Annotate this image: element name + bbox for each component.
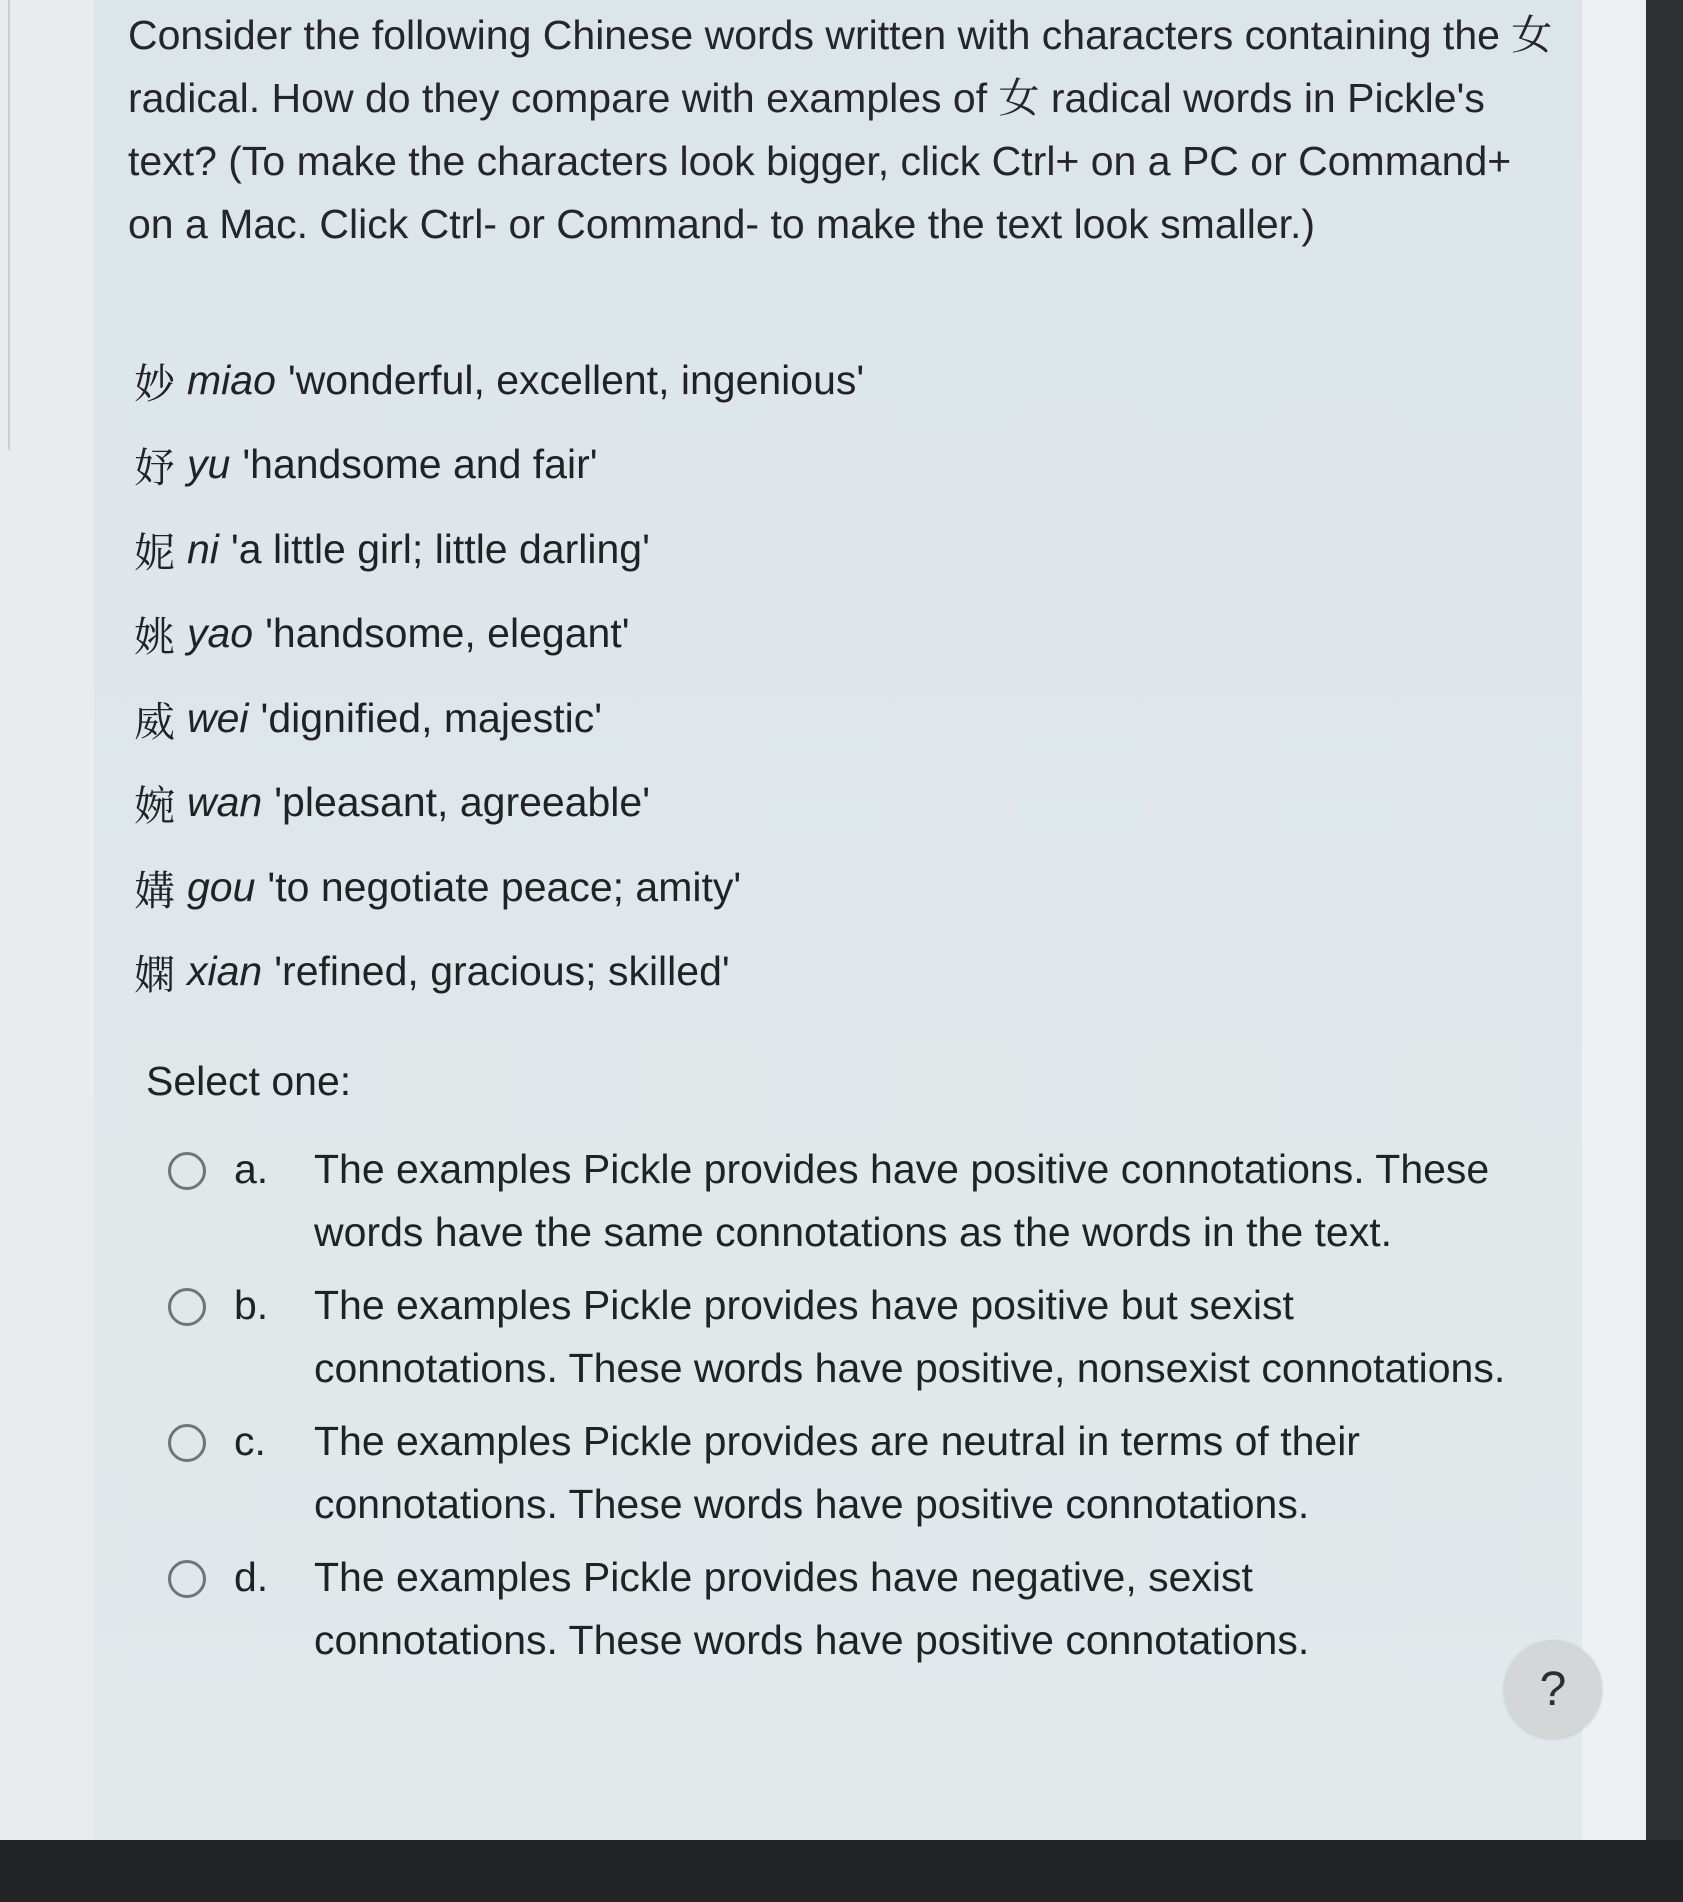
option-d[interactable] (168, 1546, 1508, 1672)
vocab-gloss: 'refined, gracious; skilled' (274, 948, 730, 995)
vocab-hanzi: 妙 (134, 359, 175, 408)
vocab-item-gou (134, 845, 864, 930)
option-b[interactable] (168, 1274, 1508, 1400)
vocab-item-wei (134, 676, 864, 761)
option-c[interactable] (168, 1410, 1508, 1536)
vocab-hanzi: 妤 (134, 444, 175, 493)
vocab-pinyin: ni (187, 525, 219, 572)
option-letter: a. (234, 1146, 269, 1192)
vocab-gloss: 'handsome, elegant' (265, 610, 630, 657)
vocab-pinyin: wei (187, 694, 249, 741)
option-letter: c. (234, 1418, 266, 1464)
left-margin (0, 0, 94, 1840)
vocab-item-yu (134, 423, 864, 508)
option-text[interactable]: The examples Pickle provides have negative, sexist connotations. These words have positive connotations. (314, 1554, 1310, 1663)
option-letter: d. (234, 1554, 269, 1600)
vocab-pinyin: xian (187, 948, 263, 995)
vocab-item-xian (134, 930, 864, 1015)
vocab-hanzi: 婉 (134, 782, 175, 831)
screen-bezel-right (1646, 0, 1683, 1902)
vocab-gloss: 'pleasant, agreeable' (274, 779, 651, 826)
right-gutter (1582, 0, 1646, 1840)
option-text[interactable]: The examples Pickle provides have positive connotations. These words have the same connotations as the words in the text. (314, 1146, 1490, 1255)
option-text[interactable]: The examples Pickle provides are neutral in terms of their connotations. These words have positive connotations. (314, 1418, 1360, 1527)
vocab-hanzi: 媾 (134, 866, 175, 915)
vocab-gloss: 'a little girl; little darling' (230, 525, 650, 572)
vocab-pinyin: yu (187, 441, 231, 488)
vocab-gloss: 'to negotiate peace; amity' (267, 863, 742, 910)
left-edge-line (8, 0, 10, 450)
screen-bezel-bottom (0, 1840, 1683, 1902)
vocab-hanzi: 妮 (134, 528, 175, 577)
vocab-item-wan (134, 761, 864, 846)
vocab-item-miao (134, 338, 864, 423)
vocab-list (134, 338, 864, 1014)
radio-button-c[interactable] (168, 1424, 206, 1462)
vocab-item-ni (134, 507, 864, 592)
vocab-pinyin: miao (187, 356, 276, 403)
vocab-pinyin: wan (187, 779, 263, 826)
option-text[interactable]: The examples Pickle provides have positive but sexist connotations. These words have positive, nonsexist connotations. (314, 1282, 1506, 1391)
option-a[interactable] (168, 1138, 1508, 1264)
vocab-gloss: 'dignified, majestic' (260, 694, 603, 741)
vocab-pinyin: yao (187, 610, 254, 657)
vocab-item-yao (134, 592, 864, 677)
answer-options (168, 1138, 1508, 1682)
vocab-hanzi: 威 (134, 697, 175, 746)
option-letter: b. (234, 1282, 269, 1328)
vocab-hanzi: 姚 (134, 613, 175, 662)
radio-button-b[interactable] (168, 1288, 206, 1326)
vocab-gloss: 'handsome and fair' (242, 441, 598, 488)
radio-button-a[interactable] (168, 1152, 206, 1190)
vocab-pinyin: gou (187, 863, 256, 910)
select-one-label: Select one: (146, 1058, 352, 1104)
question-text: Consider the following Chinese words written with characters containing the 女 radical. How do they compare with examples of 女 radical words in Pickle's text? (To make the characters look bigger, click Ctrl+ on a PC or Command+ on a Mac. Click Ctrl- or Command- to make the text look smaller.) (128, 12, 1553, 247)
vocab-hanzi: 嫻 (134, 951, 175, 1000)
radio-button-d[interactable] (168, 1560, 206, 1598)
help-button[interactable]: ? (1504, 1640, 1602, 1738)
vocab-gloss: 'wonderful, excellent, ingenious' (287, 356, 865, 403)
